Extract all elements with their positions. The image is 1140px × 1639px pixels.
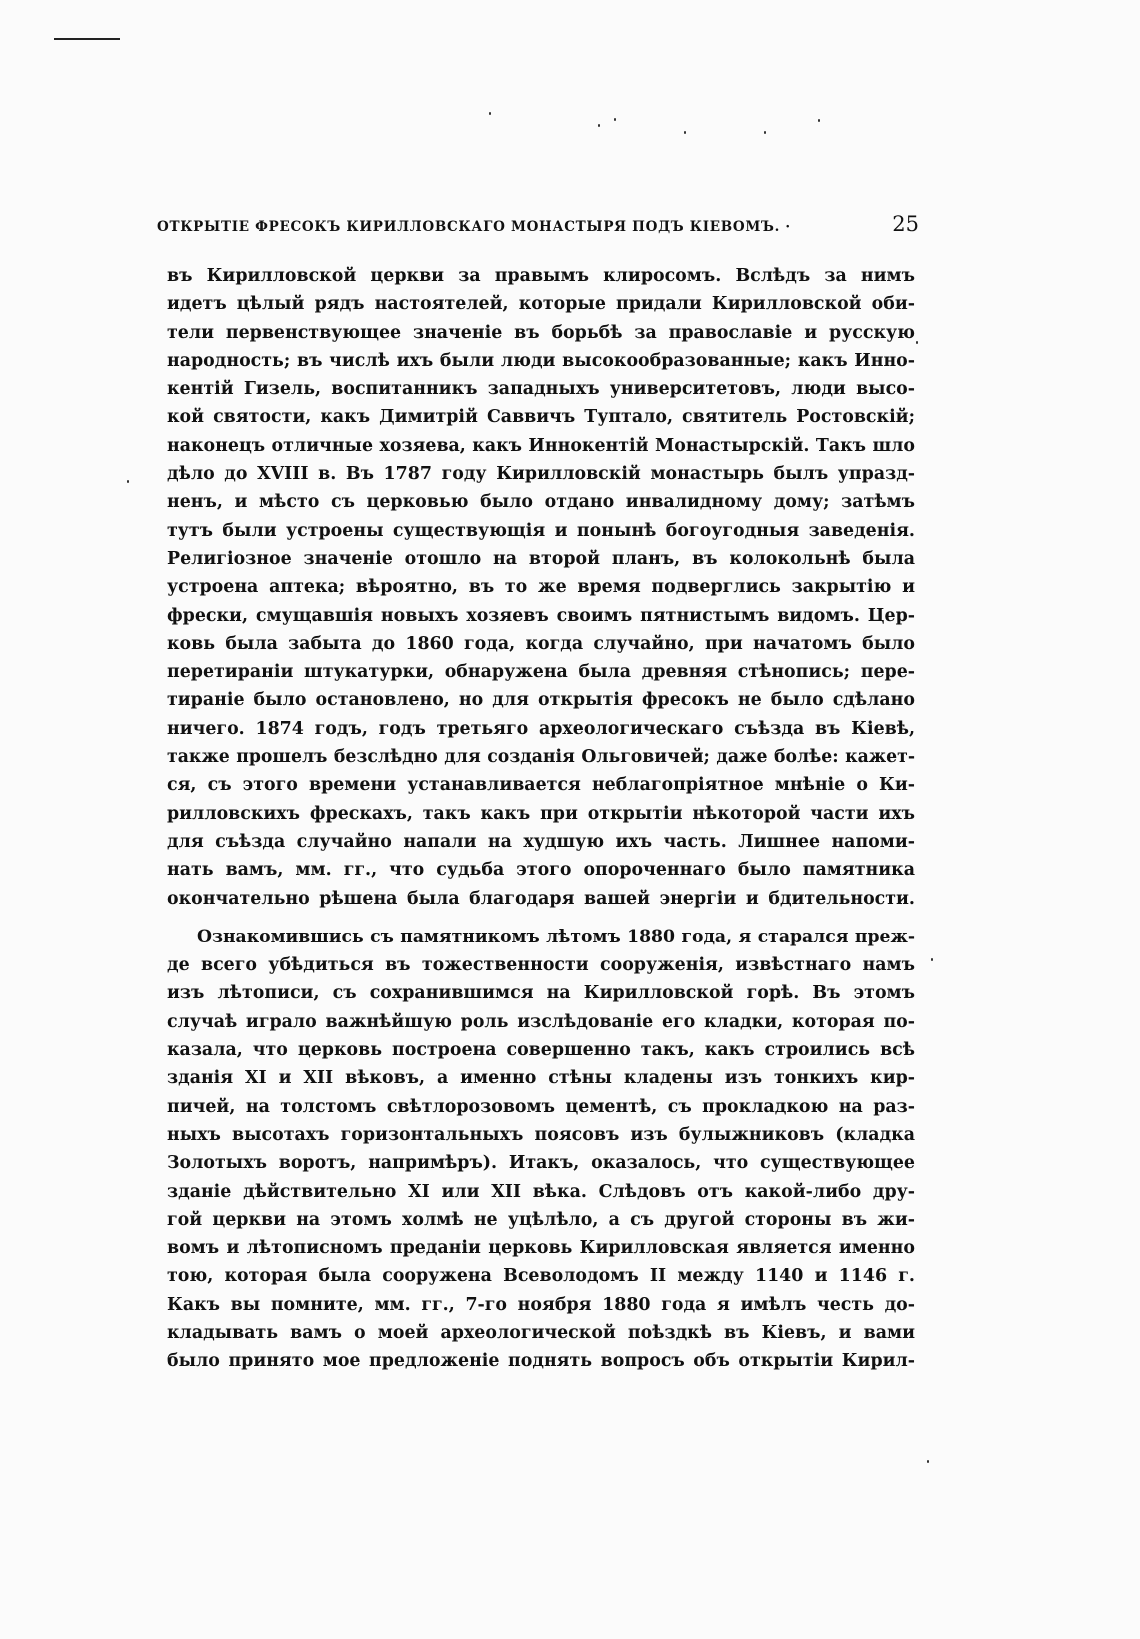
text-line: Какъ вы помните, мм. гг., 7-го ноября 1880 года я имѣлъ честь до- <box>167 1294 915 1315</box>
text-line: ненъ, и мѣсто съ церковью было отдано инвалидному дому; затѣмъ <box>167 492 915 513</box>
text-line: казала, что церковь построена совершенно такъ, какъ строились всѣ <box>167 1040 915 1061</box>
scan-speck <box>614 118 616 121</box>
text-line: окончательно рѣшена была благодаря вашей энергіи и бдительности. <box>167 888 915 909</box>
text-line: пичей, на толстомъ свѣтлорозовомъ цементѣ, съ прокладкою на раз- <box>167 1096 915 1117</box>
paragraph <box>167 262 915 913</box>
text-line: ковь была забыта до 1860 года, когда случайно, при начатомъ было <box>167 633 915 654</box>
text-line: изъ лѣтописи, съ сохранившимся на Кирилловской горѣ. Въ этомъ <box>167 983 915 1004</box>
running-head-title: ОТКРЫТІЕ ФРЕСОКЪ КИРИЛЛОВСКАГО МОНАСТЫРЯ ПОДЪ КІЕВОМЪ. · <box>157 219 791 235</box>
running-head <box>157 212 919 234</box>
scan-speck <box>927 1460 929 1463</box>
scan-edge-mark <box>54 38 120 40</box>
text-line: Золотыхъ воротъ, напримѣръ). Итакъ, оказалось, что существующее <box>167 1153 915 1174</box>
scan-speck <box>127 480 129 483</box>
scan-speck <box>764 131 766 134</box>
text-line: гой церкви на этомъ холмѣ не уцѣлѣло, а съ другой стороны въ жи- <box>167 1209 915 1230</box>
text-line: тутъ были устроены существующія и понынѣ богоугодныя заведенія. <box>167 520 915 541</box>
text-line: вомъ и лѣтописномъ преданіи церковь Кирилловская является именно <box>167 1238 915 1259</box>
text-line: случаѣ играло важнѣйшую роль изслѣдованіе его кладки, которая по- <box>167 1011 915 1032</box>
paragraph <box>167 923 915 1376</box>
scan-speck <box>489 112 491 115</box>
body-text <box>167 262 915 1376</box>
text-line: для съѣзда случайно напали на худшую ихъ часть. Лишнее напоми- <box>167 831 915 852</box>
text-line: кентій Гизель, воспитанникъ западныхъ университетовъ, люди высо- <box>167 379 915 400</box>
text-line: кладывать вамъ о моей археологической поѣздкѣ въ Кіевъ, и вами <box>167 1322 915 1343</box>
scan-speck <box>598 124 600 127</box>
paragraph-gap <box>167 913 915 923</box>
text-line: дѣло до XVIII в. Въ 1787 году Кирилловскій монастырь былъ упразд- <box>167 464 915 485</box>
scan-speck <box>684 131 686 134</box>
text-line: зданія XI и XII вѣковъ, а именно стѣны кладены изъ тонкихъ кир- <box>167 1068 915 1089</box>
text-line: тели первенствующее значеніе въ борьбѣ за православіе и русскую <box>167 322 915 343</box>
text-line: де всего убѣдиться въ тожественности сооруженія, извѣстнаго намъ <box>167 955 915 976</box>
text-line: нать вамъ, мм. гг., что судьба этого опороченнаго было памятника <box>167 860 915 881</box>
text-line: устроена аптека; вѣроятно, въ то же время подверглись закрытію и <box>167 577 915 598</box>
text-line: Ознакомившись съ памятникомъ лѣтомъ 1880 года, я старался преж- <box>197 926 915 947</box>
text-line: фрески, смущавшія новыхъ хозяевъ своимъ пятнистымъ видомъ. Цер- <box>167 605 915 626</box>
text-line: ся, съ этого времени устанавливается неблагопріятное мнѣніе о Ки- <box>167 775 915 796</box>
text-line: Религіозное значеніе отошло на второй планъ, въ колокольнѣ была <box>167 548 915 569</box>
text-line: ныхъ высотахъ горизонтальныхъ поясовъ изъ булыжниковъ (кладка <box>167 1124 915 1145</box>
text-line: народность; въ числѣ ихъ были люди высокообразованные; какъ Инно- <box>167 350 915 371</box>
text-line: ничего. 1874 годъ, годъ третьяго археологическаго съѣзда въ Кіевѣ, <box>167 718 915 739</box>
page-number: 25 <box>892 212 919 236</box>
text-line: идетъ цѣлый рядъ настоятелей, которые придали Кирилловской оби- <box>167 294 915 315</box>
text-line: наконецъ отличные хозяева, какъ Иннокентій Монастырскій. Такъ шло <box>167 435 915 456</box>
text-line: также прошелъ безслѣдно для созданія Ольговичей; даже болѣе: кажет- <box>167 747 915 768</box>
scan-speck <box>818 119 820 122</box>
text-line: тираніе было остановлено, но для открытія фресокъ не было сдѣлано <box>167 690 915 711</box>
scan-speck <box>931 958 933 961</box>
scan-speck <box>916 341 918 344</box>
text-line: перетираніи штукатурки, обнаружена была древняя стѣнопись; пере- <box>167 662 915 683</box>
text-line: кой святости, какъ Димитрій Саввичъ Туптало, святитель Ростовскій; <box>167 407 915 428</box>
text-line: было принято мое предложеніе поднять вопросъ объ открытіи Кирил- <box>167 1351 915 1372</box>
text-line: тою, которая была сооружена Всеволодомъ II между 1140 и 1146 г. <box>167 1266 915 1287</box>
text-line: зданіе дѣйствительно XI или XII вѣка. Слѣдовъ отъ какой-либо дру- <box>167 1181 915 1202</box>
text-line: рилловскихъ фрескахъ, такъ какъ при открытіи нѣкоторой части ихъ <box>167 803 915 824</box>
text-line: въ Кирилловской церкви за правымъ клиросомъ. Вслѣдъ за нимъ <box>167 266 915 286</box>
